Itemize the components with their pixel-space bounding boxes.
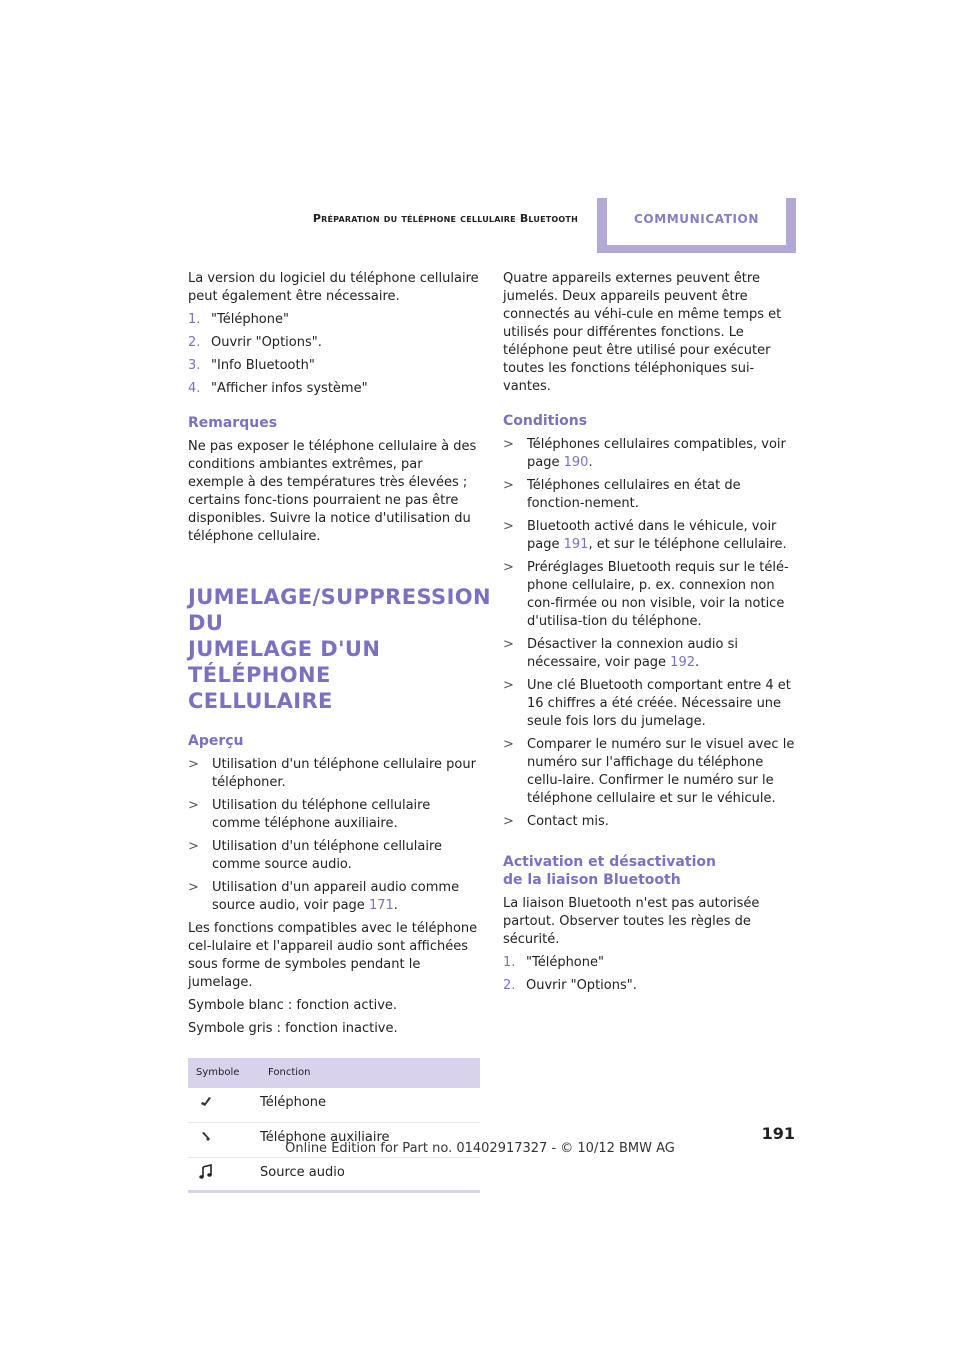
list-item: 1. "Téléphone" (503, 955, 604, 970)
right-column (503, 270, 795, 1000)
music-note-icon (198, 1164, 214, 1180)
page-link-171[interactable]: 171 (368, 898, 394, 913)
devices-paragraph: Quatre appareils externes peuvent être jumelés. Deux appareils peuvent être connectés au véhi-cule en même temps et utilisés pour différentes fonctions. Le téléphone peut être utilisé pour exécuter toutes les fonctions téléphoniques sui-vantes. (503, 271, 782, 394)
list-item: > Utilisation d'un téléphone cellulaire pour téléphoner. (188, 757, 476, 790)
page-link-191[interactable]: 191 (563, 537, 589, 552)
section-heading: JUMELAGE/SUPPRESSION DU JUMELAGE D'UN TÉLÉPHONE CELLULAIRE (188, 585, 492, 713)
list-item: > Utilisation du téléphone cellulaire comme téléphone auxiliaire. (188, 798, 431, 831)
list-item: 2. Ouvrir "Options". (188, 335, 322, 350)
remarks-heading: Remarques (188, 415, 278, 431)
list-item: > Désactiver la connexion audio si nécessaire, voir page 192. (503, 637, 739, 670)
footer-edition: Online Edition for Part no. 01402917327 - © 10/12 BMW AG (285, 1141, 675, 1156)
left-column (188, 270, 492, 1193)
table-row: Téléphone (188, 1088, 480, 1123)
table-row: Téléphone auxiliaire (188, 1123, 480, 1158)
list-item: 2. Ouvrir "Options". (503, 978, 637, 993)
intro-paragraph: La version du logiciel du téléphone cellulaire peut également être nécessaire. (188, 271, 479, 304)
list-item: > Téléphones cellulaires en état de fonction-nement. (503, 478, 741, 511)
conditions-heading: Conditions (503, 413, 588, 429)
phone-icon (198, 1094, 214, 1110)
conditions-list (503, 436, 795, 831)
table-header: Symbole Fonction (188, 1058, 480, 1088)
list-item: > Utilisation d'un appareil audio comme source audio, voir page 171. (188, 880, 460, 913)
page-link-192[interactable]: 192 (670, 655, 695, 670)
compat-paragraph: Les fonctions compatibles avec le téléphone cel-lulaire et l'appareil audio sont affichées sous forme de symboles pendant le jumelage. (188, 921, 478, 990)
step-list (188, 311, 480, 398)
list-item: 4. "Afficher infos système" (188, 381, 368, 396)
chapter-tab-label: COMMUNICATION (634, 212, 759, 226)
list-item: > Bluetooth activé dans le véhicule, voir page 191, et sur le téléphone cellulaire. (503, 519, 787, 552)
activation-steps (503, 954, 795, 995)
list-item: > Téléphones cellulaires compatibles, voir page 190. (503, 437, 786, 470)
list-item: > Préréglages Bluetooth requis sur le télé-phone cellulaire, p. ex. connexion non con-firmée ou non visible, voir la notice d'utilisa-tion du téléphone. (503, 560, 789, 629)
overview-heading: Aperçu (188, 733, 244, 749)
overview-list (188, 756, 480, 915)
list-item: 1. "Téléphone" (188, 312, 289, 327)
list-item: > Comparer le numéro sur le visuel avec le numéro sur l'affichage du téléphone cellu-laire. Confirmer le numéro sur le téléphone cellulaire et sur le véhicule. (503, 737, 795, 806)
page-number: 191 (761, 1124, 795, 1143)
table-row: Source audio (188, 1158, 480, 1193)
running-header: Préparation du téléphone cellulaire Bluetooth (312, 212, 578, 225)
list-item: > Utilisation d'un téléphone cellulaire comme source audio. (188, 839, 443, 872)
list-item: > Une clé Bluetooth comportant entre 4 et 16 chiffres a été créée. Nécessaire une seule fois lors du jumelage. (503, 678, 791, 729)
symbol-table (188, 1058, 480, 1193)
activation-heading: Activation et désactivation de la liaison Bluetooth (503, 854, 716, 888)
page-link-190[interactable]: 190 (563, 455, 589, 470)
chapter-tab (597, 198, 796, 253)
activation-paragraph: La liaison Bluetooth n'est pas autorisée partout. Observer toutes les règles de sécurité. (503, 896, 760, 947)
grey-symbol-note: Symbole gris : fonction inactive. (188, 1021, 398, 1036)
list-item: > Contact mis. (503, 814, 609, 829)
white-symbol-note: Symbole blanc : fonction active. (188, 998, 398, 1013)
list-item: 3. "Info Bluetooth" (188, 358, 315, 373)
remarks-paragraph: Ne pas exposer le téléphone cellulaire à des conditions ambiantes extrêmes, par exemple à des températures très élevées ; certains fonc-tions pourraient ne pas être disponibles. Suivre la notice d'utilisation du téléphone cellulaire. (188, 439, 477, 544)
